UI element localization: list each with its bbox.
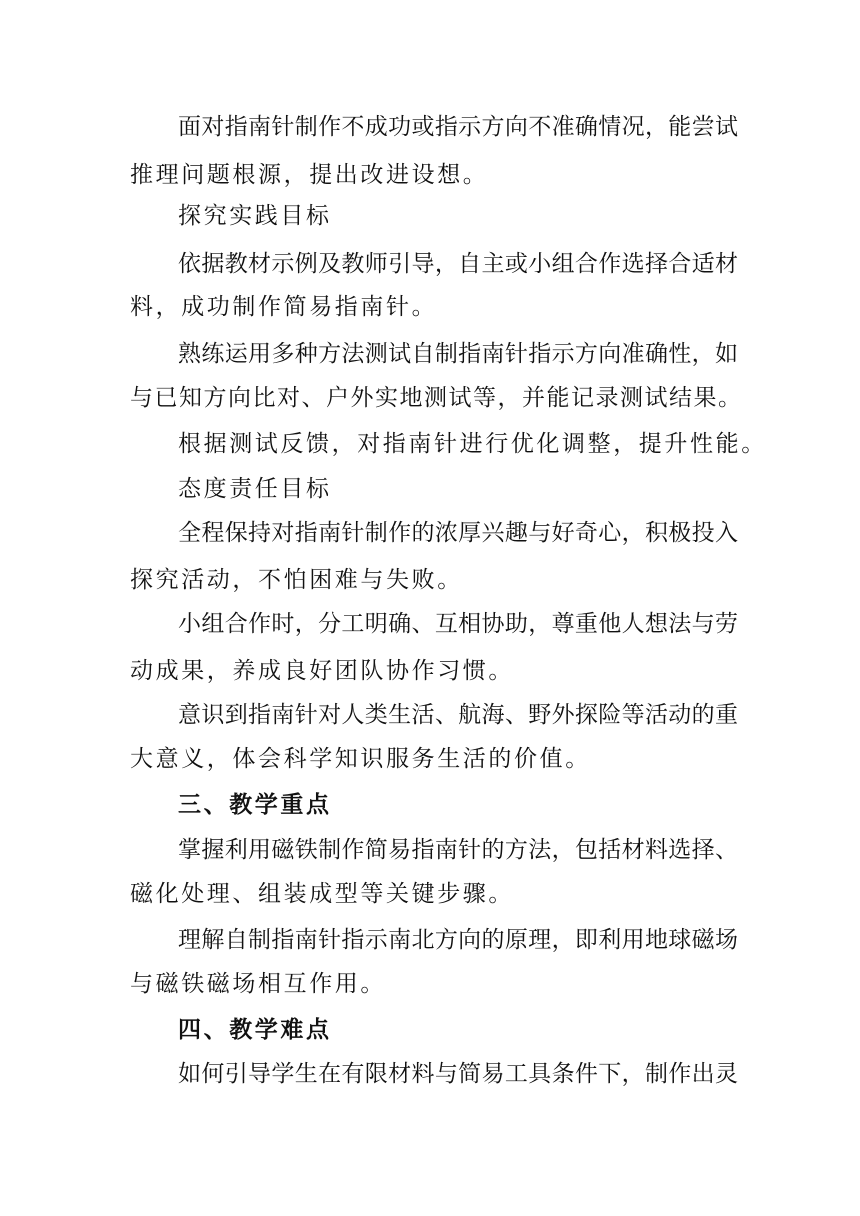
paragraph-line: 与已知方向比对、户外实地测试等，并能记录测试结果。 [130,385,743,411]
section-heading: 四、教学难点 [178,1017,332,1043]
paragraph-line: 推理问题根源，提出改进设想。 [130,162,489,188]
paragraph-line: 料，成功制作简易指南针。 [130,294,438,320]
paragraph-line: 理解自制指南针指示南北方向的原理，即利用地球磁场 [178,927,738,953]
paragraph-line: 如何引导学生在有限材料与简易工具条件下，制作出灵 [178,1061,738,1087]
paragraph-line: 大意义，体会科学知识服务生活的价值。 [130,746,591,772]
section-subtitle: 探究实践目标 [178,203,332,229]
paragraph-line: 依据教材示例及教师引导，自主或小组合作选择合适材 [178,251,738,277]
paragraph-line: 意识到指南针对人类生活、航海、野外探险等活动的重 [178,702,738,728]
section-subtitle: 态度责任目标 [178,476,332,502]
paragraph-line: 小组合作时，分工明确、互相协助，尊重他人想法与劳 [178,611,738,637]
paragraph-line: 熟练运用多种方法测试自制指南针指示方向准确性，如 [178,341,738,367]
paragraph-line: 根据测试反馈，对指南针进行优化调整，提升性能。 [178,431,767,457]
paragraph-line: 磁化处理、组装成型等关键步骤。 [130,881,514,907]
paragraph-line: 动成果，养成良好团队协作习惯。 [130,658,514,684]
paragraph-line: 全程保持对指南针制作的浓厚兴趣与好奇心，积极投入 [178,520,738,546]
paragraph-line: 面对指南针制作不成功或指示方向不准确情况，能尝试 [178,114,738,140]
paragraph-line: 探究活动，不怕困难与失败。 [130,567,463,593]
paragraph-line: 与磁铁磁场相互作用。 [130,971,386,997]
paragraph-line: 掌握利用磁铁制作简易指南针的方法，包括材料选择、 [178,837,738,863]
section-heading: 三、教学重点 [178,792,332,818]
